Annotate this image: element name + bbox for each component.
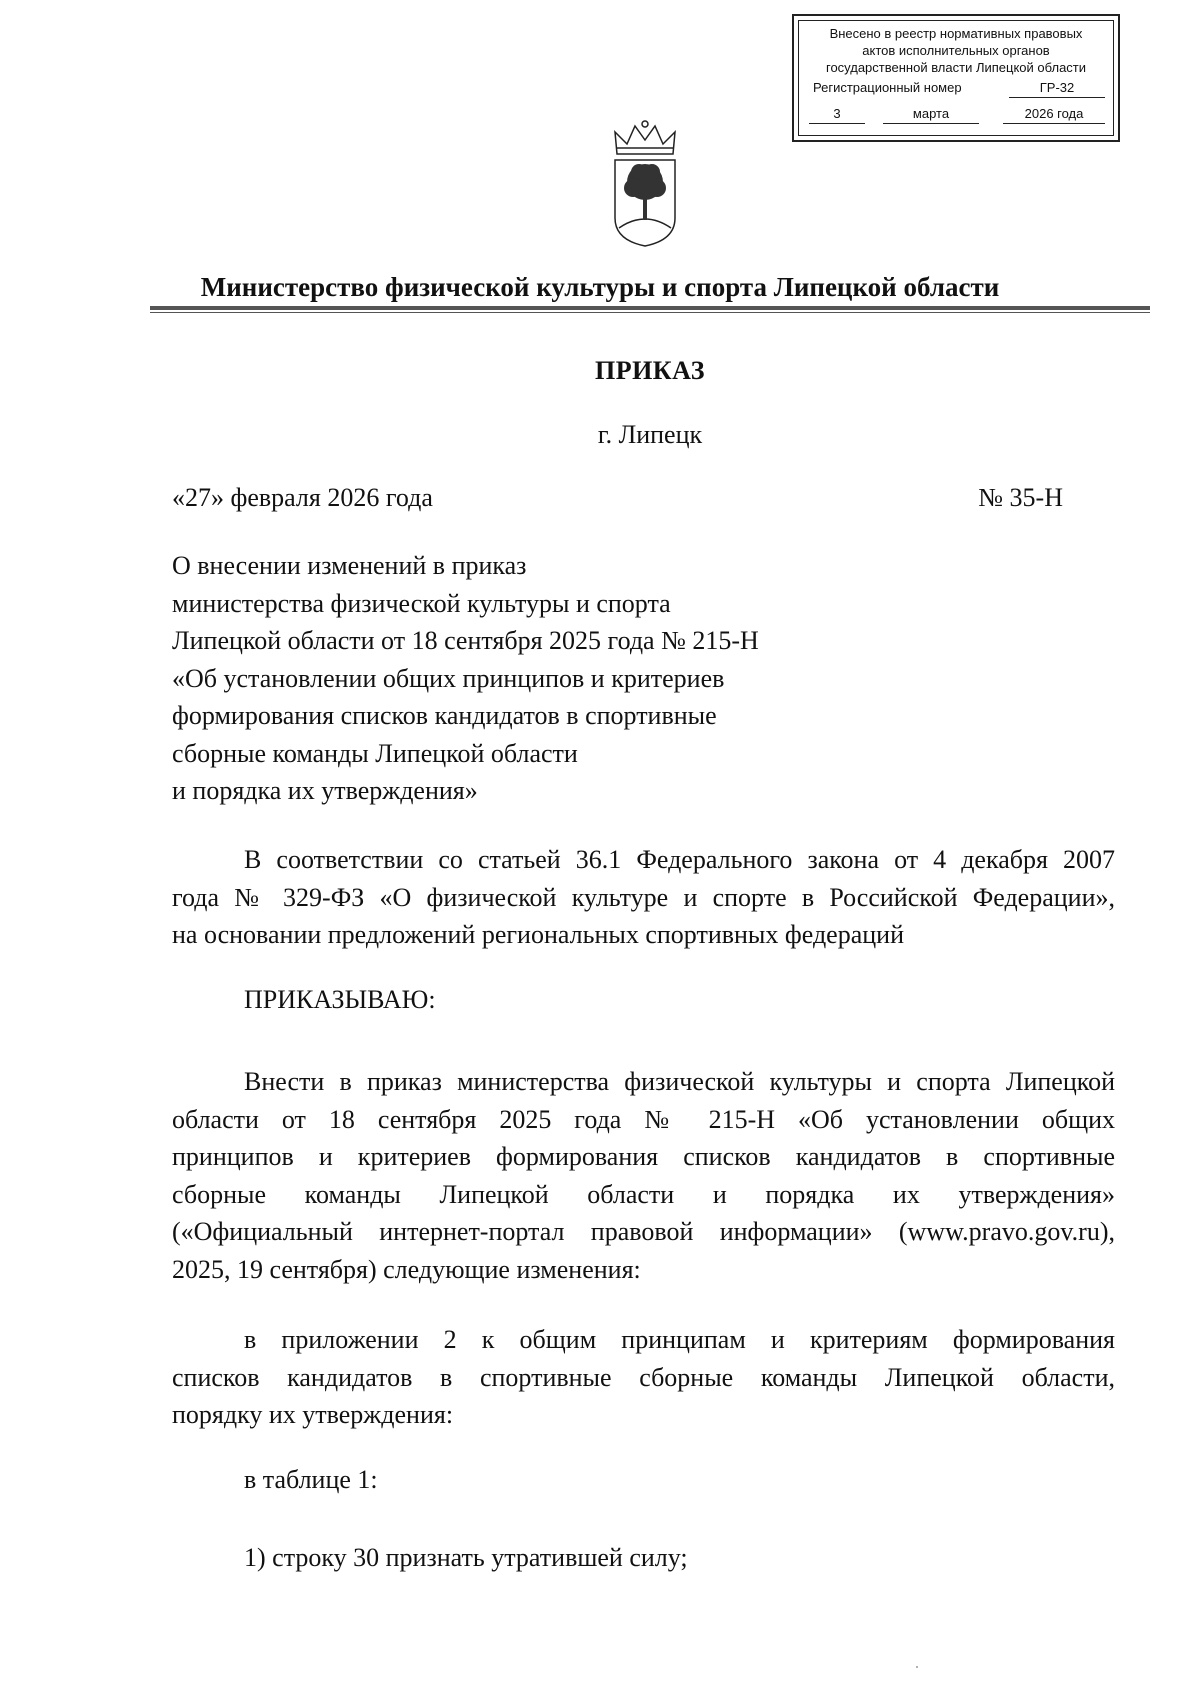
preamble-line: В соответствии со статьей 36.1 Федерального закона от 4 декабря 2007 xyxy=(244,845,1115,874)
body1-line: 2025, 19 сентября) следующие изменения: xyxy=(172,1254,641,1284)
document-type: ПРИКАЗ xyxy=(594,356,706,385)
subject-line: министерства физической культуры и спорта xyxy=(172,588,671,618)
header-rule-thick xyxy=(150,306,1150,310)
preamble-line: на основании предложений региональных спортивных федераций xyxy=(172,920,904,949)
document-subject xyxy=(172,547,872,810)
body2-line: в приложении 2 к общим принципам и критериям формирования xyxy=(244,1325,1115,1354)
stamp-line-1: Внесено в реестр нормативных правовых xyxy=(829,26,1083,41)
table-reference: в таблице 1: xyxy=(244,1465,378,1494)
body-paragraph-2 xyxy=(172,1321,1115,1434)
stamp-year: 2026 года xyxy=(1003,105,1105,124)
body1-line: Внести в приказ министерства физической культуры и спорта Липецкой xyxy=(244,1067,1115,1096)
stamp-line-2: актов исполнительных органов xyxy=(862,43,1050,58)
subject-line: «Об установлении общих принципов и критериев xyxy=(172,663,725,693)
preamble-line: года № 329-ФЗ «О физической культуре и спорте в Российской Федерации», xyxy=(172,882,1115,912)
document-city: г. Липецк xyxy=(597,420,703,449)
body1-line: области от 18 сентября 2025 года № 215-Н «Об установлении общих xyxy=(172,1104,1115,1134)
stamp-day: 3 xyxy=(809,105,865,124)
registry-stamp xyxy=(792,14,1120,142)
document-number: № 35-Н xyxy=(978,483,1063,512)
body1-line: («Официальный интернет-портал правовой информации» (www.pravo.gov.ru), xyxy=(172,1217,1115,1246)
body1-line: принципов и критериев формирования списков кандидатов в спортивные xyxy=(172,1142,1115,1171)
body1-line: сборные команды Липецкой области и порядка их утверждения» xyxy=(172,1179,1115,1209)
header-rule-thin xyxy=(150,312,1150,313)
ministry-name: Министерство физической культуры и спорта Липецкой области xyxy=(200,272,1000,302)
body2-line: списков кандидатов в спортивные сборные команды Липецкой области, xyxy=(172,1362,1115,1392)
subject-line: формирования списков кандидатов в спортивные xyxy=(172,701,717,730)
stamp-reg-label: Регистрационный номер xyxy=(813,80,962,95)
stamp-line-3: государственной власти Липецкой области xyxy=(825,60,1087,75)
coat-of-arms-emblem xyxy=(605,118,685,248)
stamp-month: марта xyxy=(883,105,979,124)
preamble-paragraph xyxy=(172,841,1115,954)
subject-line: О внесении изменений в приказ xyxy=(172,551,527,580)
subject-line: и порядка их утверждения» xyxy=(172,776,478,805)
subject-line: сборные команды Липецкой области xyxy=(172,738,578,768)
stamp-reg-number: ГР-32 xyxy=(1009,79,1105,98)
scan-speck xyxy=(916,1666,918,1668)
subject-line: Липецкой области от 18 сентября 2025 года № 215-Н xyxy=(172,626,759,655)
order-word: ПРИКАЗЫВАЮ: xyxy=(244,985,436,1014)
body2-line: порядку их утверждения: xyxy=(172,1400,454,1429)
body-paragraph-1 xyxy=(172,1063,1115,1288)
list-item-1: 1) строку 30 признать утратившей силу; xyxy=(244,1543,688,1572)
document-date: «27» февраля 2026 года xyxy=(172,483,433,512)
